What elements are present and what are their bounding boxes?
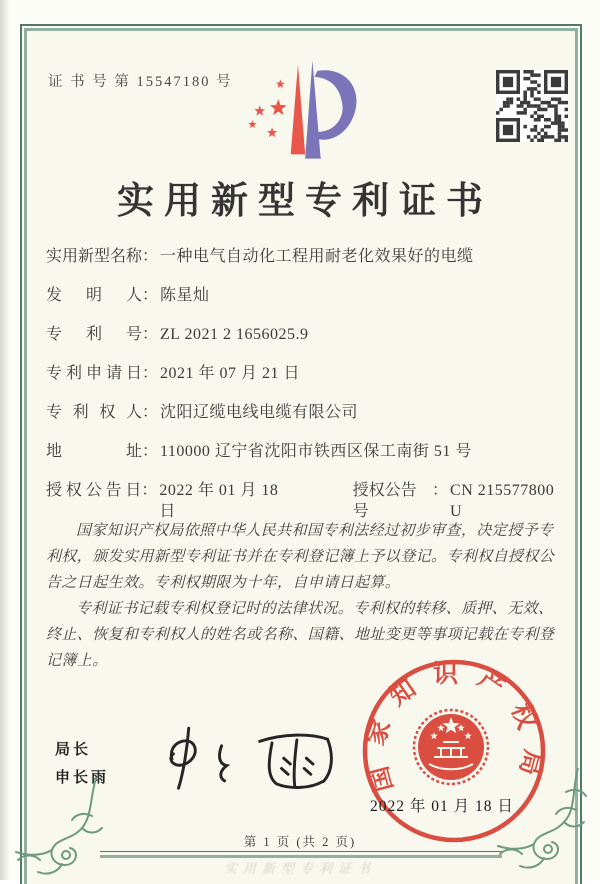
logo-star [254,105,265,115]
field-row-grant-date [46,480,570,519]
logo-star [270,99,287,115]
qr-code-icon [496,70,568,142]
showthrough-text: 实用新型专利证书 [223,861,376,876]
field-label: 专利号 [46,326,142,343]
cnipa-logo-icon [238,58,362,162]
field-list [46,246,570,519]
director-signature-icon [150,710,340,805]
gazette-number [353,480,570,522]
field-row-address [46,441,570,480]
director-title: 局长 [55,740,92,758]
logo-purple-bowl [313,70,357,140]
photo-edge-shadow [0,0,10,880]
field-colon: ： [142,248,159,265]
field-value: 一种电气自动化工程用耐老化效果好的电缆 [160,248,474,265]
field-label: 发明人 [46,287,142,304]
field-label: 授权公告日 [46,482,142,499]
field-value: 2021 年 07 月 21 日 [160,365,301,382]
field-value: 2022 年 01 月 18 日 [159,482,279,520]
field-colon: ： [141,482,158,499]
gazette-label: 授权公告号 [352,482,417,520]
bottom-ornament-right-icon [496,768,588,872]
logo-star [276,80,285,88]
field-row-inventor [46,285,570,324]
logo-red-wedge [291,65,305,155]
field-colon: ： [432,482,449,499]
certificate-number: 证 书 号 第 15547180 号 [48,74,233,90]
legal-text [46,518,556,674]
field-row-patentee [46,402,570,441]
seal-ring-text: 国家知识产权局 [361,660,547,795]
director-name: 申长雨 [55,768,110,786]
gazette-value: CN 215577800 U [450,482,555,520]
logo-star [267,127,277,137]
legal-paragraph-1: 国家知识产权局依照中华人民共和国专利法经过初步审查，决定授予专利权，颁发实用新型专利证书并在专利登记簿上予以登记。专利权自授权公告之日起生效。专利权期限为十年，自申请日起算。 [46,523,555,591]
field-label: 地址 [46,443,142,460]
seal-national-emblem [414,710,488,784]
field-value: ZL 2021 2 1656025.9 [160,326,309,343]
field-value: 陈星灿 [160,287,210,304]
field-colon: ： [142,287,159,304]
field-label: 实用新型名称 [46,248,143,265]
field-row-filing-date [46,363,570,402]
logo-star [248,120,256,128]
bottom-rule [100,851,502,858]
certificate-title: 实用新型专利证书 [117,181,493,222]
page-footer: 第 1 页 (共 2 页) [243,835,357,849]
legal-paragraph-2: 专利证书记载专利权登记时的法律状况。专利权的转移、质押、无效、终止、恢复和专利权人的姓名或名称、国籍、地址变更等事项记载在专利登记簿上。 [46,601,555,669]
field-colon: ： [142,326,159,343]
field-colon: ： [142,404,159,421]
field-label: 专利申请日 [46,365,142,382]
issue-date: 2022 年 01 月 18 日 [370,798,514,815]
field-colon: ： [142,443,159,460]
field-row-patent-no [46,324,570,363]
field-colon: ： [142,365,159,382]
field-label: 专利权人 [46,404,142,421]
field-value: 沈阳辽缆电线电缆有限公司 [160,404,359,421]
field-value: 110000 辽宁省沈阳市铁西区保工南街 51 号 [160,443,472,460]
field-row-name [46,246,570,285]
